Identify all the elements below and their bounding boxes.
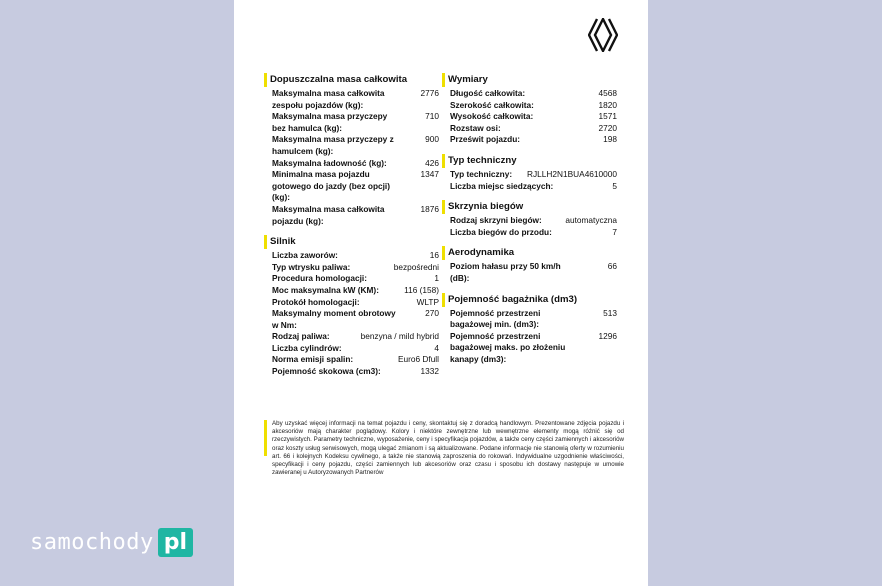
- section-title: Dopuszczalna masa całkowita: [264, 74, 439, 86]
- spec-row: [264, 285, 439, 297]
- spec-value: 1: [434, 273, 439, 284]
- spec-value: 1571: [598, 111, 617, 122]
- spec-label: Pojemność przestrzeni bagażowej maks. po złożeniu kanapy (dm3):: [450, 330, 566, 364]
- spec-section: [442, 74, 617, 146]
- spec-label: Maksymalna masa całkowita pojazdu (kg):: [272, 203, 385, 226]
- spec-value: Euro6 Dfull: [397, 354, 439, 365]
- spec-row: [264, 158, 439, 170]
- spec-label: Długość całkowita:: [450, 88, 526, 98]
- spec-label: Liczba biegów do przodu:: [450, 226, 552, 237]
- spec-section: [442, 247, 617, 284]
- disclaimer-text: Aby uzyskać więcej informacji na temat pojazdu i ceny, skontaktuj się z doradcą handlowym. Prezentowane zdjęcia pojazdu i akcesoriów mają charakter poglądowy. Kolory i niektóre zewnętrzne lub wewnętrzne elementy mogą różnić się od rzeczywistych. Parametry techniczne, wyposażenie, ceny i specyfikacja pojazdów, a także ceny części zamiennych i akcesoriów oraz koszty usług serwisowych, mogą ulegać zmianom i są aktualizowane. Podane informacje nie stanowią oferty w rozumieniu art. 66 i kolejnych Kodeksu cywilnego, a także nie stanowią zaproszenia do rokowań. Indywidualne uzgodnienie właściwości, specyfikacji i ceny pojazdu, części zamiennych lub akcesoriów oraz czasu i sposobu ich dostawy następuje w umowie zawieranej u Autoryzowanych Partnerów: [264, 420, 624, 477]
- spec-row: [264, 297, 439, 309]
- spec-value: automatyczna: [565, 215, 617, 226]
- spec-value: 16: [429, 250, 439, 261]
- spec-value: benzyna / mild hybrid: [360, 331, 439, 342]
- spec-value: 4568: [598, 88, 617, 98]
- spec-row: [264, 262, 439, 274]
- spec-label: Liczba zaworów:: [272, 250, 338, 261]
- spec-value: bezpośredni: [393, 261, 439, 272]
- spec-label: Szerokość całkowita:: [450, 99, 534, 110]
- section-title: Pojemność bagażnika (dm3): [442, 294, 617, 306]
- spec-row: [264, 308, 439, 331]
- spec-value: 2720: [598, 122, 617, 133]
- spec-label: Rodzaj paliwa:: [272, 331, 330, 342]
- spec-row: [264, 343, 439, 355]
- spec-sheet-page: [234, 0, 648, 586]
- spec-value: 4: [434, 342, 439, 353]
- spec-label: Liczba cylindrów:: [272, 342, 342, 353]
- spec-label: Maksymalny moment obrotowy w Nm:: [272, 308, 396, 330]
- spec-row: [442, 227, 617, 239]
- spec-value: 1296: [598, 330, 617, 341]
- spec-value: 116 (158): [404, 284, 439, 295]
- spec-row: [442, 331, 617, 366]
- spec-row: [442, 169, 617, 181]
- spec-row: [442, 261, 617, 284]
- section-title: Wymiary: [442, 74, 617, 86]
- spec-value: 1332: [420, 366, 439, 377]
- section-title: Skrzynia biegów: [442, 201, 617, 213]
- spec-label: Rozstaw osi:: [450, 122, 501, 133]
- spec-value: RJLLH2N1BUA4610000: [527, 168, 617, 179]
- spec-value: 270: [425, 308, 439, 319]
- spec-label: Wysokość całkowita:: [450, 111, 534, 122]
- spec-value: 426: [425, 157, 439, 168]
- spec-row: [264, 331, 439, 343]
- right-spec-column: [442, 74, 617, 375]
- spec-row: [264, 250, 439, 262]
- spec-section: [264, 236, 439, 378]
- spec-value: 66: [607, 261, 617, 272]
- spec-section: [442, 294, 617, 366]
- spec-row: [264, 134, 439, 157]
- spec-section: [442, 155, 617, 192]
- brand-name: samochody: [30, 529, 154, 555]
- spec-value: 513: [603, 307, 617, 318]
- renault-logo-icon: [588, 18, 618, 52]
- spec-row: [264, 366, 439, 378]
- spec-label: Moc maksymalna kW (KM):: [272, 284, 379, 295]
- spec-value: 7: [612, 226, 617, 237]
- spec-value: 1820: [598, 99, 617, 110]
- spec-label: Rodzaj skrzyni biegów:: [450, 215, 542, 226]
- spec-label: Norma emisji spalin:: [272, 354, 354, 365]
- spec-label: Minimalna masa pojazdu gotowego do jazdy (bez opcji) (kg):: [272, 169, 390, 203]
- spec-value: WLTP: [416, 296, 439, 307]
- section-title: Silnik: [264, 236, 439, 248]
- spec-label: Procedura homologacji:: [272, 273, 367, 284]
- spec-value: 710: [425, 111, 439, 122]
- spec-label: Pojemność przestrzeni bagażowej min. (dm3):: [450, 307, 541, 330]
- spec-value: 2776: [420, 88, 439, 98]
- spec-row: [442, 100, 617, 112]
- spec-row: [442, 111, 617, 123]
- spec-label: Typ wtrysku paliwa:: [272, 261, 351, 272]
- spec-value: 1876: [420, 203, 439, 214]
- spec-row: [442, 134, 617, 146]
- spec-row: [442, 308, 617, 331]
- spec-section: [264, 74, 439, 227]
- spec-label: Pojemność skokowa (cm3):: [272, 366, 381, 377]
- spec-row: [264, 169, 439, 204]
- spec-value: 5: [612, 180, 617, 191]
- left-spec-column: [264, 74, 439, 387]
- spec-label: Maksymalna masa przyczepy z hamulcem (kg):: [272, 134, 394, 156]
- spec-value: 900: [425, 134, 439, 145]
- samochody-watermark: [30, 520, 193, 564]
- spec-row: [264, 111, 439, 134]
- spec-row: [264, 88, 439, 111]
- spec-row: [442, 181, 617, 193]
- spec-label: Maksymalna masa przyczepy bez hamulca (kg):: [272, 111, 388, 133]
- spec-row: [442, 123, 617, 135]
- spec-row: [264, 204, 439, 227]
- spec-row: [264, 273, 439, 285]
- spec-value: 1347: [420, 169, 439, 180]
- spec-row: [442, 215, 617, 227]
- spec-label: Maksymalna ładowność (kg):: [272, 157, 387, 168]
- spec-row: [264, 354, 439, 366]
- spec-label: Protokół homologacji:: [272, 296, 360, 307]
- spec-label: Prześwit pojazdu:: [450, 134, 521, 145]
- spec-label: Liczba miejsc siedzących:: [450, 180, 554, 191]
- section-title: Aerodynamika: [442, 247, 617, 259]
- brand-suffix: pl: [158, 528, 193, 557]
- spec-section: [442, 201, 617, 238]
- spec-label: Poziom hałasu przy 50 km/h (dB):: [450, 261, 561, 283]
- spec-label: Maksymalna masa całkowita zespołu pojazdów (kg):: [272, 88, 385, 110]
- section-title: Typ techniczny: [442, 155, 617, 167]
- spec-label: Typ techniczny:: [450, 168, 513, 179]
- spec-row: [442, 88, 617, 100]
- spec-value: 198: [603, 134, 617, 145]
